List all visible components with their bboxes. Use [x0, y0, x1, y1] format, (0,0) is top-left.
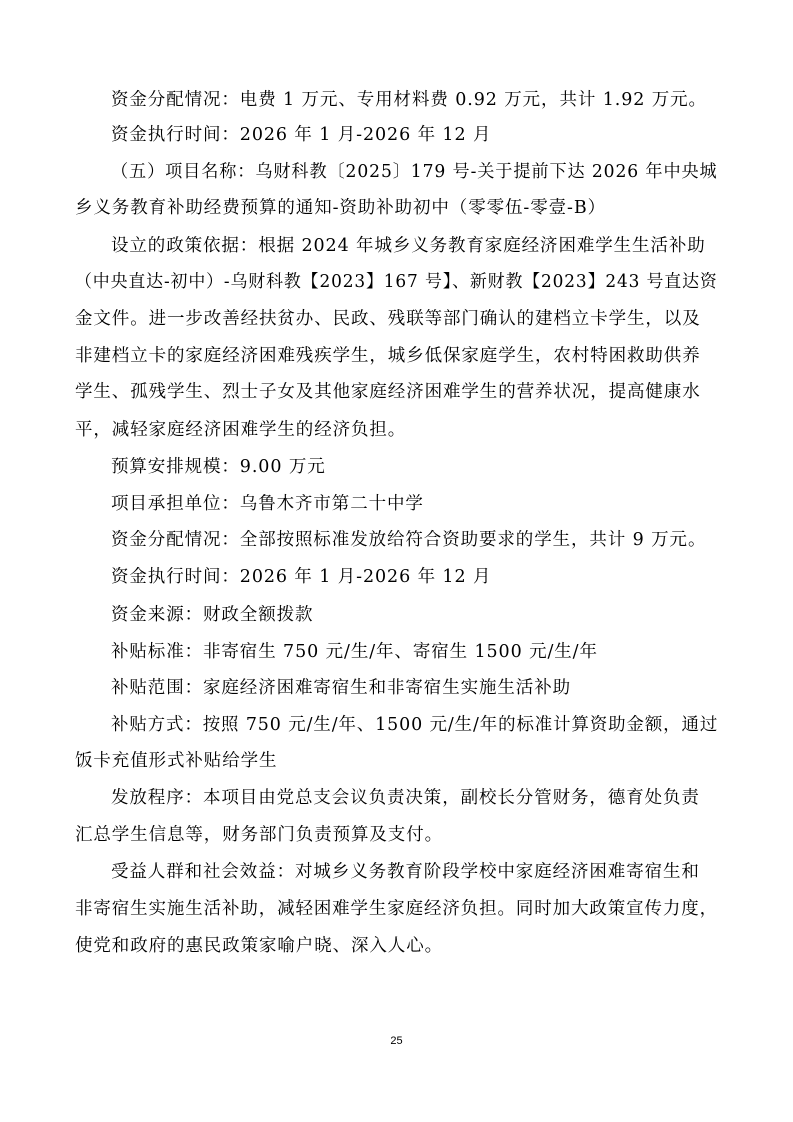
text-line: （中央直达-初中）-乌财科教【2023】167 号】、新财教【2023】243 号直达资 — [75, 272, 718, 292]
page-number: 25 — [390, 1035, 403, 1047]
text-line: 预算安排规模：9.00 万元 — [111, 457, 326, 477]
text-line: 项目承担单位：乌鲁木齐市第二十中学 — [111, 494, 424, 514]
text-line: 资金分配情况：全部按照标准发放给符合资助要求的学生，共计 9 万元。 — [111, 530, 707, 550]
text-line: 资金分配情况：电费 1 万元、专用材料费 0.92 万元，共计 1.92 万元。 — [111, 90, 707, 110]
text-line: 金文件。进一步改善经扶贫办、民政、残联等部门确认的建档立卡学生，以及 — [75, 309, 701, 329]
text-line: 汇总学生信息等，财务部门负责预算及支付。 — [75, 825, 443, 845]
text-line: 资金执行时间：2026 年 1 月-2026 年 12 月 — [111, 125, 492, 145]
text-line: 饭卡充值形式补贴给学生 — [75, 751, 278, 771]
text-line: 设立的政策依据：根据 2024 年城乡义务教育家庭经济困难学生生活补助 — [111, 236, 706, 256]
text-line: 资金执行时间：2026 年 1 月-2026 年 12 月 — [111, 567, 492, 587]
text-line: 补贴标准：非寄宿生 750 元/生/年、寄宿生 1500 元/生/年 — [111, 642, 598, 662]
text-line: 乡义务教育补助经费预算的通知-资助补助初中（零零伍-零壹-B） — [75, 198, 606, 218]
text-line: 非建档立卡的家庭经济困难残疾学生，城乡低保家庭学生，农村特困救助供养 — [75, 346, 701, 366]
text-line: （五）项目名称：乌财科教〔2025〕179 号-关于提前下达 2026 年中央城 — [111, 162, 718, 182]
text-line: 发放程序：本项目由党总支会议负责决策，副校长分管财务，德育处负责 — [111, 788, 700, 808]
text-line: 受益人群和社会效益：对城乡义务教育阶段学校中家庭经济困难寄宿生和 — [111, 862, 700, 882]
text-line: 资金来源：财政全额拨款 — [111, 605, 314, 625]
text-line: 平，减轻家庭经济困难学生的经济负担。 — [75, 420, 407, 440]
text-line: 补贴方式：按照 750 元/生/年、1500 元/生/年的标准计算资助金额，通过 — [111, 715, 719, 735]
text-line: 非寄宿生实施生活补助，减轻困难学生家庭经济负担。同时加大政策宣传力度， — [75, 899, 718, 919]
text-line: 使党和政府的惠民政策家喻户晓、深入人心。 — [75, 936, 443, 956]
text-line: 学生、孤残学生、烈士子女及其他家庭经济困难学生的营养状况，提高健康水 — [75, 382, 701, 402]
text-line: 补贴范围：家庭经济困难寄宿生和非寄宿生实施生活补助 — [111, 678, 571, 698]
